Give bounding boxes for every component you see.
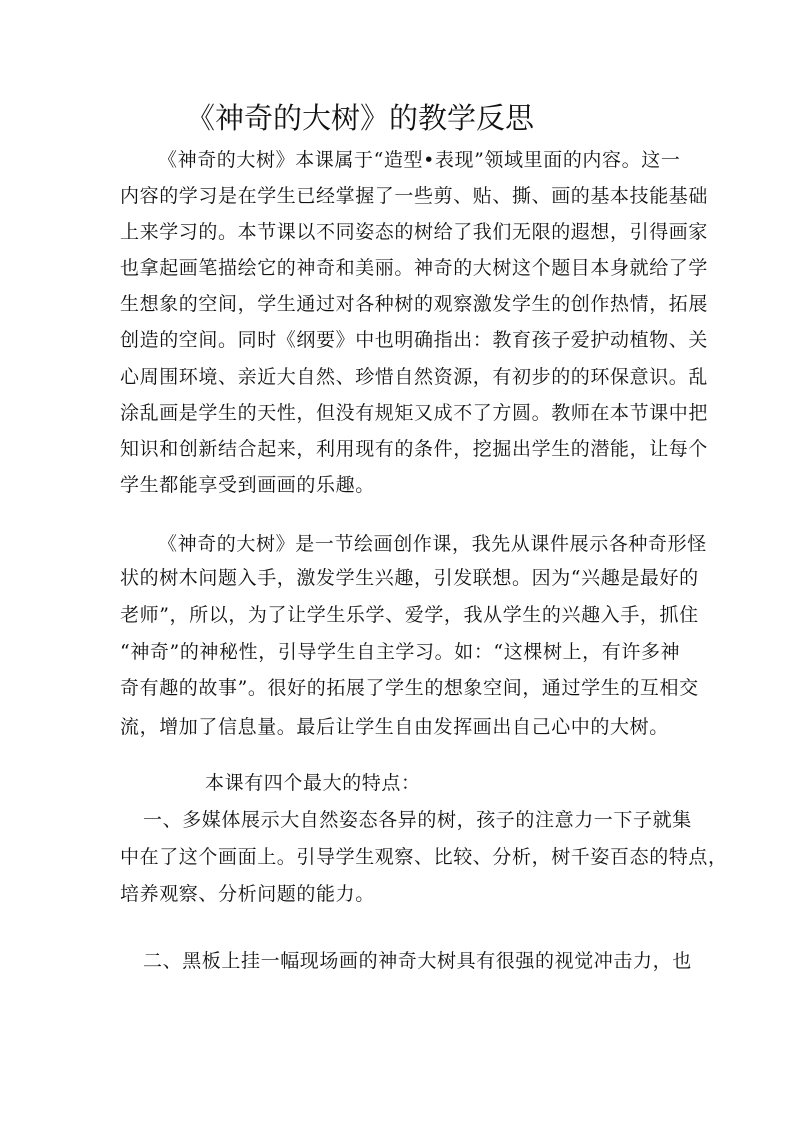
paragraph-2-line-6: 流，增加了信息量。最后让学生自由发挥画出自己心中的大树。 (120, 716, 669, 738)
page-title: 《神奇的大树》的教学反思 (186, 101, 535, 135)
point-1-line-2: 中在了这个画面上。引导学生观察、比较、分析，树千姿百态的特点， (120, 846, 728, 868)
paragraph-1-line-5: 生想象的空间，学生通过对各种树的观察激发学生的创作热情，拓展 (120, 293, 709, 315)
paragraph-1-line-2: 内容的学习是在学生已经掌握了一些剪、贴、撕、画的基本技能基础 (120, 185, 709, 207)
point-2-line-1: 二、黑板上挂一幅现场画的神奇大树具有很强的视觉冲击力，也 (143, 950, 692, 972)
paragraph-1-line-9: 知识和创新结合起来，利用现有的条件，挖掘出学生的潜能，让每个 (120, 438, 709, 460)
paragraph-1-line-3: 上来学习的。本节课以不同姿态的树给了我们无限的遐想，引得画家 (120, 221, 709, 243)
paragraph-2-line-5: 奇有趣的故事”。很好的拓展了学生的想象空间，通过学生的互相交 (120, 677, 699, 699)
features-heading: 本课有四个最大的特点： (205, 772, 421, 794)
paragraph-1-line-1: 《神奇的大树》本课属于“造型•表现”领域里面的内容。这一 (158, 149, 681, 171)
point-1-line-1: 一、多媒体展示大自然姿态各异的树，孩子的注意力一下子就集 (143, 809, 692, 831)
paragraph-2-line-4: “神奇”的神秘性，引导学生自主学习。如：“这棵树上，有许多神 (120, 641, 681, 663)
paragraph-1-line-4: 也拿起画笔描绘它的神奇和美丽。神奇的大树这个题目本身就给了学 (120, 257, 709, 279)
paragraph-2-line-2: 状的树木问题入手，激发学生兴趣，引发联想。因为“兴趣是最好的 (120, 567, 699, 589)
paragraph-1-line-10: 学生都能享受到画画的乐趣。 (120, 474, 375, 496)
point-1-line-3: 培养观察、分析问题的能力。 (120, 883, 375, 905)
paragraph-2-line-3: 老师”，所以，为了让学生乐学、爱学，我从学生的兴趣入手，抓住 (120, 604, 699, 626)
paragraph-1-line-7: 心周围环境、亲近大自然、珍惜自然资源，有初步的的环保意识。乱 (120, 366, 709, 388)
paragraph-2-line-1: 《神奇的大树》是一节绘画创作课，我先从课件展示各种奇形怪 (158, 533, 707, 555)
paragraph-1-line-8: 涂乱画是学生的天性，但没有规矩又成不了方圆。教师在本节课中把 (120, 402, 709, 424)
paragraph-1-line-6: 创造的空间。同时《纲要》中也明确指出：教育孩子爱护动植物、关 (120, 329, 709, 351)
